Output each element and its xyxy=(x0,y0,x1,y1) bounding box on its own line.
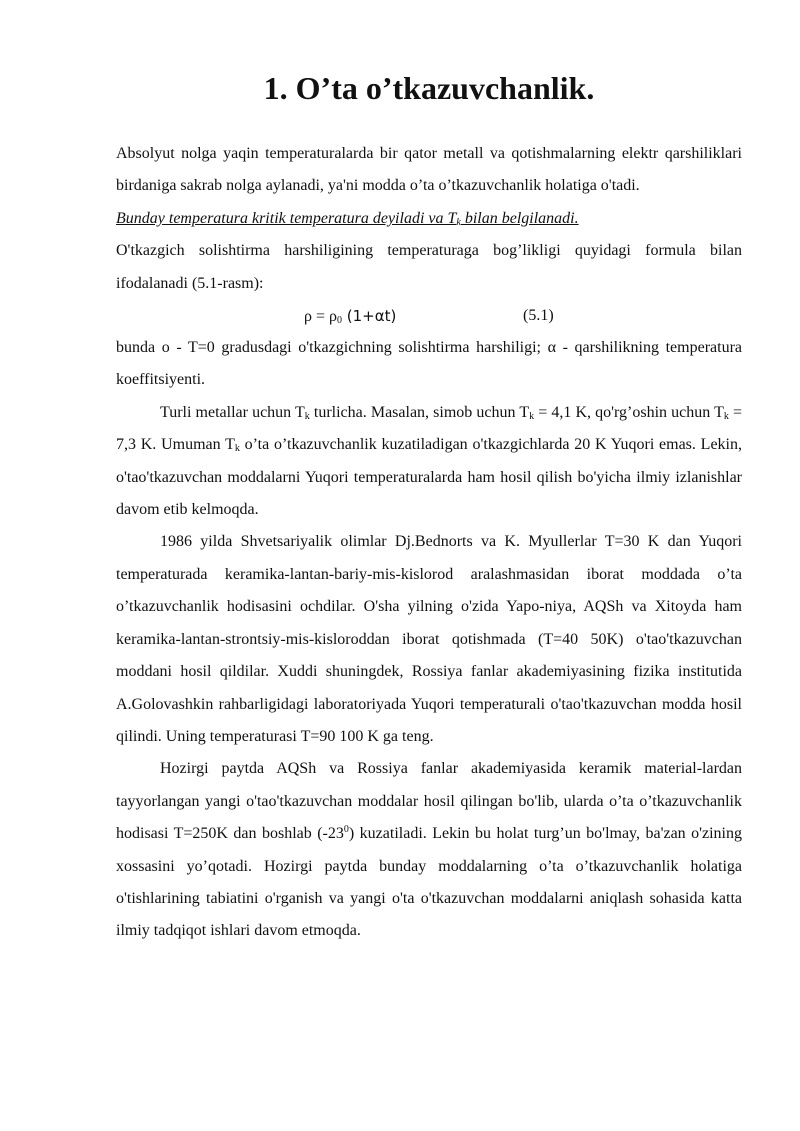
paragraph-metals xyxy=(116,397,742,527)
tk-subscript: k xyxy=(723,410,729,422)
document-page xyxy=(116,72,742,948)
current-text-a: Hozirgi paytda AQSh va Rossiya fanlar akademiyasida keramik material-lardan tayyorlangan yangi o'tao'tkazuvchan moddalar hosil qilingan bo'lib, ularda o’ta o’tkazuvchanlik hodisasi T=250K dan boshlab (-23 xyxy=(116,760,742,843)
formula-rho: ρ = ρ xyxy=(304,308,337,326)
tk-subscript: k xyxy=(304,410,310,422)
definition-subscript: k xyxy=(456,216,461,228)
metals-text-e: o’ta o’tkazuvchanlik kuzatiladigan o'tkazgichlarda 20 K Yuqori emas. Lekin, o'tao'tkazuvchan moddalarni Yuqori temperaturalarda ham hosil qilish bo'yicha ilmiy izlanishlar davom etib kelmoqda. xyxy=(116,436,742,519)
definition-text-a: Bunday temperatura kritik temperatura deyiladi va T xyxy=(116,209,457,227)
formula-equation xyxy=(304,300,396,333)
formula-line xyxy=(116,300,742,332)
current-text-b: ) kuzatiladi. Lekin bu holat turg’un bo'lmay, ba'zan o'zining xossasini yo’qotadi. Hozirgi paytda bunday moddalarning o’ta o’tkazuvchanlik holatiga o'tishlarining tabiatini o'rganish va yangi o'ta o'tkazuvchan moddalarni aniqlash sohasida katta ilmiy tadqiqot ishlari davom etmoqda. xyxy=(116,825,743,940)
paragraph-definitions: bunda o - T=0 gradusdagi o'tkazgichning solishtirma harshiligi; α - qarshilikning temperatura koeffitsiyenti. xyxy=(116,339,742,389)
paragraph-formula-intro: O'tkazgich solishtirma harshiligining temperaturaga bog’likligi quyidagi formula bilan ifodalanadi (5.1-rasm): xyxy=(116,242,742,292)
formula-number: (5.1) xyxy=(523,307,554,325)
formula-rho-subscript: 0 xyxy=(337,315,342,327)
degree-superscript: 0 xyxy=(343,824,349,836)
metals-text-c: = 4,1 K, qo'rg’oshin uchun T xyxy=(534,403,724,421)
metals-text-b: turlicha. Masalan, simob uchun T xyxy=(309,403,530,421)
tk-subscript: k xyxy=(529,410,535,422)
definition-text-b: bilan belgilanadi. xyxy=(460,209,579,227)
metals-text-d: = 7,3 K. Umuman T xyxy=(116,403,742,454)
paragraph-intro: Absolyut nolga yaqin temperaturalarda bir qator metall va qotishmalarning elektr qarshiliklari birdaniga sakrab nolga aylanadi, ya'ni modda o’ta o’tkazuvchanlik holatiga o'tadi. xyxy=(116,145,742,195)
definition-line xyxy=(116,203,742,235)
paragraph-history: 1986 yilda Shvetsariyalik olimlar Dj.Bednorts va K. Myullerlar T=30 K dan Yuqori temperaturada keramika-lantan-bariy-mis-kislorod aralashmasidan iborat moddada o’ta o’tkazuvchanlik hodisasini ochdilar. O'sha yilning o'zida Yapo-niya, AQSh va Xitoyda ham keramika-lantan-strontsiy-mis-kisloroddan iborat qotishmada (T=40 50K) o'tao'tkazuvchan moddani hosil qildilar. Xuddi shuningdek, Rossiya fanlar akademiyasining fizika institutida A.Golovashkin rahbarligidagi laboratoriyada Yuqori temperaturali o'tao'tkazuvchan modda hosil qilindi. Uning temperaturasi T=90 100 K ga teng. xyxy=(116,533,742,745)
tk-subscript: k xyxy=(234,443,240,455)
paragraph-current xyxy=(116,753,742,947)
metals-text-a: Turli metallar uchun T xyxy=(160,403,305,421)
page-title: 1. O’ta o’tkazuvchanlik. xyxy=(263,70,595,106)
formula-rest: (1+αt) xyxy=(342,307,397,326)
